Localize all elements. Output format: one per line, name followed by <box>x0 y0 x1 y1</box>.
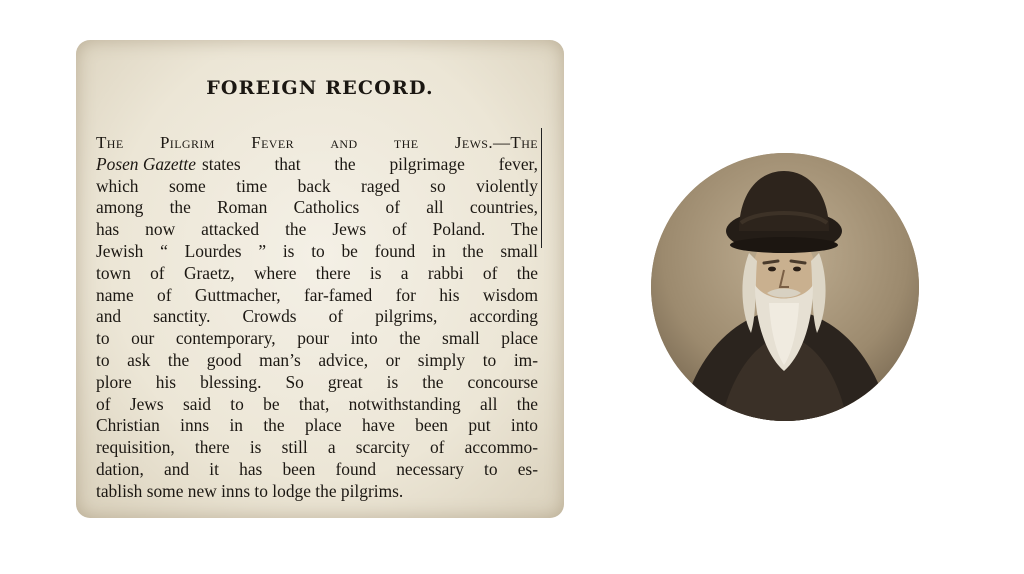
article-line <box>96 394 538 416</box>
article-line <box>96 176 538 198</box>
article-line <box>96 350 538 372</box>
article-line <box>96 263 538 285</box>
article-line <box>96 328 538 350</box>
portrait-image <box>651 153 919 421</box>
article-line <box>96 306 538 328</box>
article-line <box>96 481 538 503</box>
article-line <box>96 415 538 437</box>
article-line <box>96 437 538 459</box>
article-line <box>96 132 538 154</box>
column-rule <box>541 128 542 248</box>
article-line-text: has now attacked the Jews of Poland. The <box>96 219 538 240</box>
newspaper-name: Posen Gazette <box>96 153 196 174</box>
article-line <box>96 372 538 394</box>
article-line <box>96 197 538 219</box>
rabbi-portrait <box>651 153 919 421</box>
article-text <box>96 132 538 503</box>
article-line-text: and sanctity. Crowds of pilgrims, according <box>96 306 538 327</box>
article-line-text: which some time back raged so violently <box>96 175 538 196</box>
article-line-text: to our contemporary, pour into the small place <box>96 328 538 349</box>
article-line-text: states that the pilgrimage fever, <box>201 153 538 174</box>
article-line-text: Christian inns in the place have been put into <box>96 415 538 436</box>
article-line-text: to ask the good man’s advice, or simply to im- <box>96 349 538 370</box>
article-heading: The Pilgrim Fever and the Jews.—The <box>96 133 538 152</box>
article-line-text: plore his blessing. So great is the concourse <box>96 371 538 392</box>
article-line-text: town of Graetz, where there is a rabbi of the <box>96 262 538 283</box>
article-line <box>96 285 538 307</box>
article-line-text: among the Roman Catholics of all countries, <box>96 197 538 218</box>
article-line <box>96 459 538 481</box>
clipping-title: FOREIGN RECORD. <box>206 77 434 99</box>
article-line-text: Jewish “ Lourdes ” is to be found in the small <box>96 240 538 261</box>
article-line-text: tablish some new inns to lodge the pilgrims. <box>96 480 404 501</box>
newspaper-clipping <box>76 40 564 518</box>
article-line-text: requisition, there is still a scarcity of accommo- <box>96 437 538 458</box>
article-line-text: of Jews said to be that, notwithstanding all the <box>96 393 538 414</box>
article-line <box>96 241 538 263</box>
article-line-text: name of Guttmacher, far-famed for his wisdom <box>96 284 538 305</box>
article-line <box>96 154 538 176</box>
article-line-text: dation, and it has been found necessary to es- <box>96 458 538 479</box>
article-line <box>96 219 538 241</box>
